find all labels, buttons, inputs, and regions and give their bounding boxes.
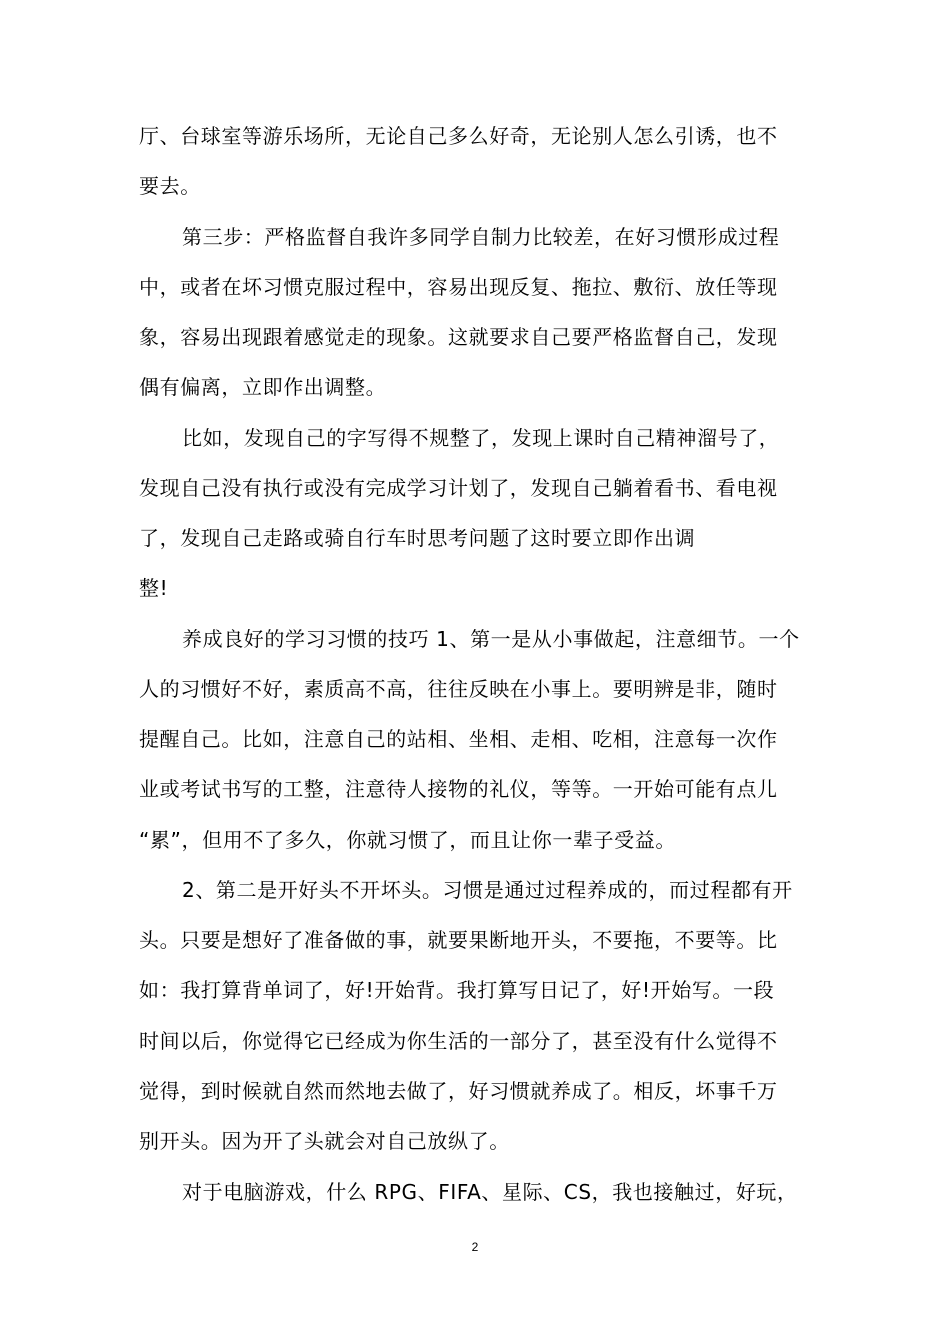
paragraph-first-line: 对于电脑游戏，什么 RPG、FIFA、星际、CS，我也接触过，好玩，: [182, 1180, 798, 1204]
text-line: 要去。: [139, 174, 201, 198]
text-line: 头。只要是想好了准备做的事，就要果断地开头，不要拖，不要等。比: [139, 928, 778, 952]
text-line: 整!: [139, 576, 169, 600]
text-line: 业或考试书写的工整，注意待人接物的礼仪，等等。一开始可能有点儿: [139, 777, 778, 801]
text-line: 提醒自己。比如，注意自己的站相、坐相、走相、吃相，注意每一次作: [139, 727, 778, 751]
text-line: 时间以后，你觉得它已经成为你生活的一部分了，甚至没有什么觉得不: [139, 1029, 778, 1053]
text-line: 厅、台球室等游乐场所，无论自己多么好奇，无论别人怎么引诱，也不: [139, 124, 778, 148]
text-line: 中，或者在坏习惯克服过程中，容易出现反复、拖拉、敷衍、放任等现: [139, 275, 778, 299]
text-line: 象，容易出现跟着感觉走的现象。这就要求自己要严格监督自己，发现: [139, 325, 778, 349]
paragraph-first-line: 养成良好的学习习惯的技巧 1、第一是从小事做起，注意细节。一个: [182, 627, 800, 651]
paragraph-first-line: 比如，发现自己的字写得不规整了，发现上课时自己精神溜号了，: [182, 426, 780, 450]
text-line: 人的习惯好不好，素质高不高，往往反映在小事上。要明辨是非，随时: [139, 677, 778, 701]
text-line: 了，发现自己走路或骑自行车时思考问题了这时要立即作出调: [139, 526, 696, 550]
text-line: 如：我打算背单词了，好!开始背。我打算写日记了，好!开始写。一段: [139, 978, 775, 1002]
text-line: 别开头。因为开了头就会对自己放纵了。: [139, 1129, 510, 1153]
text-line: “累”，但用不了多久，你就习惯了，而且让你一辈子受益。: [139, 828, 676, 852]
text-line: 觉得，到时候就自然而然地去做了，好习惯就养成了。相反，坏事千万: [139, 1079, 778, 1103]
paragraph-first-line: 2、第二是开好头不开坏头。习惯是通过过程养成的，而过程都有开: [182, 878, 793, 902]
text-line: 偶有偏离，立即作出调整。: [139, 375, 387, 399]
page-number: 2: [471, 1240, 479, 1254]
paragraph-first-line: 第三步：严格监督自我许多同学自制力比较差，在好习惯形成过程: [182, 225, 780, 249]
text-line: 发现自己没有执行或没有完成学习计划了，发现自己躺着看书、看电视: [139, 476, 778, 500]
